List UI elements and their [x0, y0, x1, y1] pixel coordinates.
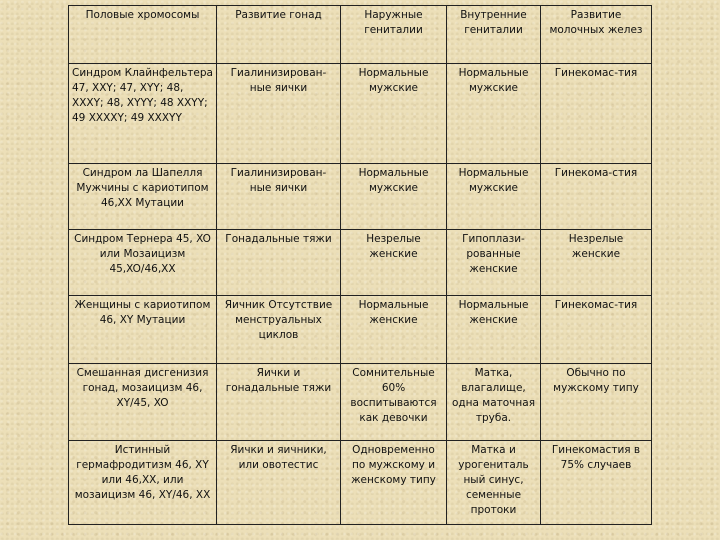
cell-breasts: Незрелые женские — [541, 230, 652, 296]
cell-chromosomes: Женщины с кариотипом 46, XY Мутации — [69, 296, 217, 364]
cell-external-genitalia: Незрелые женские — [341, 230, 447, 296]
cell-breasts: Гинекома-стия — [541, 164, 652, 230]
cell-external-genitalia: Нормальные женские — [341, 296, 447, 364]
header-cell-internal-genitalia: Внутренние гениталии — [447, 6, 541, 64]
cell-chromosomes: Истинный гермафродитизм 46, XY или 46,XX, или мозаицизм 46, XY/46, XX — [69, 441, 217, 525]
cell-breasts: Гинекомас-тия — [541, 64, 652, 164]
cell-internal-genitalia: Нормальные мужские — [447, 64, 541, 164]
cell-internal-genitalia: Гипоплази-рованные женские — [447, 230, 541, 296]
table-row — [69, 296, 652, 364]
cell-gonads: Яичник Отсутствие менструальных циклов — [217, 296, 341, 364]
header-cell-breasts: Развитие молочных желез — [541, 6, 652, 64]
cell-external-genitalia: Нормальные мужские — [341, 164, 447, 230]
cell-gonads: Гонадальные тяжи — [217, 230, 341, 296]
cell-chromosomes: Синдром Клайнфельтера 47, XXY; 47, XYY; 48, XXXY; 48, XYYY; 48 XXYY; 49 XXXXY; 49 XXXYY — [69, 64, 217, 164]
table-row — [69, 230, 652, 296]
header-row — [69, 6, 652, 64]
cell-breasts: Гинекомастия в 75% случаев — [541, 441, 652, 525]
karyotype-table — [68, 5, 652, 525]
cell-external-genitalia: Одновременно по мужскому и женскому типу — [341, 441, 447, 525]
header-cell-gonads: Развитие гонад — [217, 6, 341, 64]
cell-gonads: Гиалинизирован-ные яички — [217, 164, 341, 230]
table-row — [69, 364, 652, 441]
cell-gonads: Гиалинизирован-ные яички — [217, 64, 341, 164]
cell-chromosomes: Синдром ла Шапелля Мужчины с кариотипом 46,XX Мутации — [69, 164, 217, 230]
cell-internal-genitalia: Матка, влагалище, одна маточная труба. — [447, 364, 541, 441]
cell-breasts: Обычно по мужскому типу — [541, 364, 652, 441]
header-cell-external-genitalia: Наружные гениталии — [341, 6, 447, 64]
cell-external-genitalia: Сомнительные 60% воспитываются как девочки — [341, 364, 447, 441]
cell-chromosomes: Смешанная дисгенизия гонад, мозаицизм 46, XY/45, XO — [69, 364, 217, 441]
table-row — [69, 64, 652, 164]
table-row — [69, 164, 652, 230]
header-cell-chromosomes: Половые хромосомы — [69, 6, 217, 64]
cell-gonads: Яички и гонадальные тяжи — [217, 364, 341, 441]
table-row — [69, 441, 652, 525]
cell-internal-genitalia: Матка и урогениталь ный синус, семенные протоки — [447, 441, 541, 525]
cell-chromosomes: Синдром Тернера 45, XO или Мозаицизм 45,XO/46,XX — [69, 230, 217, 296]
cell-breasts: Гинекомас-тия — [541, 296, 652, 364]
cell-gonads: Яички и яичники, или овотестис — [217, 441, 341, 525]
cell-internal-genitalia: Нормальные женские — [447, 296, 541, 364]
cell-external-genitalia: Нормальные мужские — [341, 64, 447, 164]
cell-internal-genitalia: Нормальные мужские — [447, 164, 541, 230]
